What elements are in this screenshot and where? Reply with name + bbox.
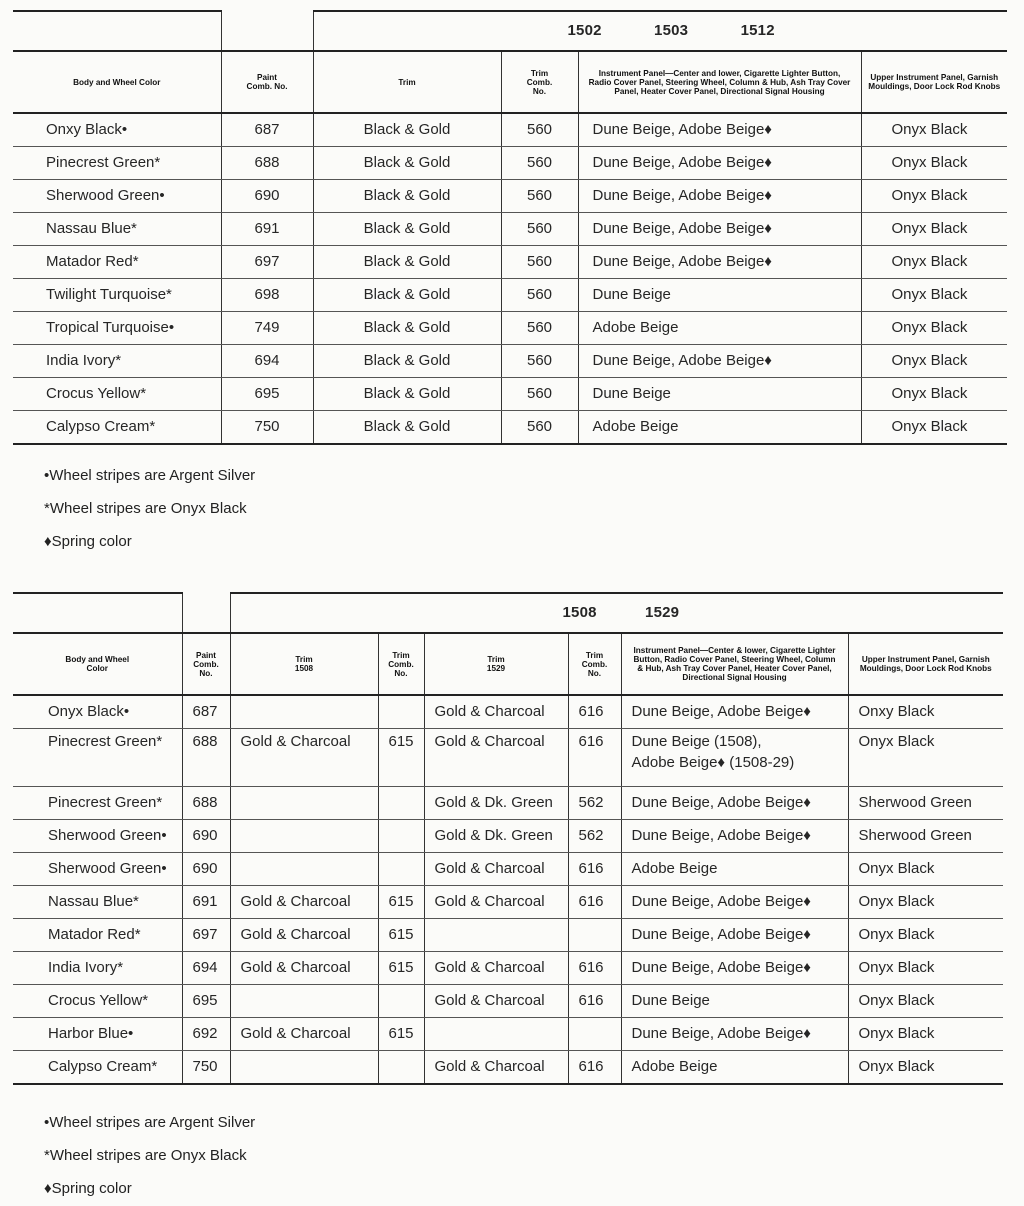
upper-panel-cell: Onyx Black [861, 113, 1007, 147]
upper-panel-cell: Onyx Black [848, 1018, 1003, 1051]
instrument-panel-line: Dune Beige, Adobe Beige♦ [631, 794, 811, 811]
footnote: *Wheel stripes are Onyx Black [44, 1147, 247, 1164]
header-instrument-panel: Instrument Panel—Center and lower, Cigarette Lighter Button, Radio Cover Panel, Steering Wheel, Column & Hub, Ash Tray Cover Panel, Heater Cover Panel, Directional Signal Housing [578, 51, 861, 113]
trim-1529-cell [424, 919, 568, 952]
instrument-panel-cell: Dune Beige, Adobe Beige♦ [578, 180, 861, 213]
header-body-color: Body and Wheel Color [13, 51, 221, 113]
header-trim: Trim [313, 51, 501, 113]
trim-comb-1508-cell [378, 787, 424, 820]
body-color-cell: Sherwood Green• [13, 820, 182, 853]
paint-comb-cell: 697 [221, 246, 313, 279]
upper-panel-cell: Onyx Black [861, 411, 1007, 445]
body-color-cell: Onxy Black• [13, 113, 221, 147]
instrument-panel-line: Dune Beige, Adobe Beige♦ [631, 827, 811, 844]
upper-panel-cell: Onyx Black [848, 729, 1003, 787]
body-color-cell: Matador Red* [13, 246, 221, 279]
header-paint-comb: Paint Comb. No. [221, 51, 313, 113]
trim-comb-1529-cell: 616 [568, 952, 621, 985]
paint-comb-cell: 687 [221, 113, 313, 147]
table-row [13, 378, 1007, 411]
header-upper-panel: Upper Instrument Panel, Garnish Mouldings, Door Lock Rod Knobs [861, 51, 1007, 113]
color-table-1508-1529 [13, 592, 1003, 1085]
trim-comb-cell: 560 [501, 113, 578, 147]
model-number: 1529 [645, 604, 680, 621]
table-row [13, 312, 1007, 345]
upper-panel-cell: Onyx Black [848, 853, 1003, 886]
footnote: •Wheel stripes are Argent Silver [44, 1114, 256, 1131]
instrument-panel-cell [621, 886, 848, 919]
paint-comb-cell: 688 [221, 147, 313, 180]
trim-comb-1508-cell [378, 820, 424, 853]
trim-1508-cell [230, 695, 378, 729]
body-color-cell: Twilight Turquoise* [13, 279, 221, 312]
body-color-cell: Calypso Cream* [13, 1051, 182, 1085]
footnote: ♦Spring color [44, 533, 132, 550]
instrument-panel-cell [621, 1018, 848, 1051]
instrument-panel-cell [621, 820, 848, 853]
trim-1529-cell: Gold & Charcoal [424, 853, 568, 886]
upper-panel-cell: Sherwood Green [848, 820, 1003, 853]
trim-comb-1508-cell [378, 695, 424, 729]
trim-1508-cell: Gold & Charcoal [230, 1018, 378, 1051]
instrument-panel-line: Adobe Beige♦ (1508-29) [631, 754, 795, 771]
instrument-panel-cell [621, 985, 848, 1018]
footnote: •Wheel stripes are Argent Silver [44, 467, 256, 484]
instrument-panel-line: Dune Beige, Adobe Beige♦ [631, 893, 811, 910]
trim-1508-cell [230, 820, 378, 853]
trim-1529-cell [424, 1018, 568, 1051]
table-row [13, 411, 1007, 445]
table-row [13, 213, 1007, 246]
trim-comb-1529-cell: 616 [568, 853, 621, 886]
trim-comb-cell: 560 [501, 180, 578, 213]
trim-1508-cell: Gold & Charcoal [230, 886, 378, 919]
trim-1529-cell: Gold & Charcoal [424, 1051, 568, 1085]
trim-comb-1529-cell: 616 [568, 886, 621, 919]
instrument-panel-cell: Dune Beige, Adobe Beige♦ [578, 213, 861, 246]
instrument-panel-cell: Dune Beige, Adobe Beige♦ [578, 147, 861, 180]
body-color-cell: Matador Red* [13, 919, 182, 952]
table-row [13, 246, 1007, 279]
trim-comb-1508-cell: 615 [378, 952, 424, 985]
instrument-panel-cell [621, 1051, 848, 1085]
body-color-cell: Calypso Cream* [13, 411, 221, 445]
trim-comb-1508-cell [378, 853, 424, 886]
upper-panel-cell: Sherwood Green [848, 787, 1003, 820]
trim-cell: Black & Gold [313, 246, 501, 279]
table2-footnotes [44, 1106, 255, 1205]
paint-comb-cell: 694 [221, 345, 313, 378]
footnote: ♦Spring color [44, 1180, 132, 1197]
body-color-cell: Sherwood Green• [13, 180, 221, 213]
table-row [13, 1051, 1003, 1085]
instrument-panel-line: Dune Beige, Adobe Beige♦ [631, 959, 811, 976]
body-color-cell: Pinecrest Green* [13, 147, 221, 180]
table-row [13, 113, 1007, 147]
body-color-cell: Pinecrest Green* [13, 729, 182, 787]
instrument-panel-cell: Adobe Beige [578, 312, 861, 345]
instrument-panel-line: Adobe Beige [631, 1058, 718, 1075]
upper-panel-cell: Onyx Black [861, 246, 1007, 279]
body-color-cell: Onyx Black• [13, 695, 182, 729]
trim-comb-1529-cell: 616 [568, 695, 621, 729]
instrument-panel-cell [621, 695, 848, 729]
header-upper-panel: Upper Instrument Panel, Garnish Mouldings, Door Lock Rod Knobs [848, 633, 1003, 695]
header-trim-1508: Trim 1508 [230, 633, 378, 695]
body-color-cell: Crocus Yellow* [13, 378, 221, 411]
body-color-cell: Sherwood Green• [13, 853, 182, 886]
paint-comb-cell: 750 [221, 411, 313, 445]
instrument-panel-line: Dune Beige [631, 992, 710, 1009]
trim-cell: Black & Gold [313, 312, 501, 345]
table-row [13, 279, 1007, 312]
table1-footnotes [44, 459, 255, 558]
trim-1508-cell [230, 853, 378, 886]
trim-cell: Black & Gold [313, 213, 501, 246]
paint-comb-cell: 688 [182, 787, 230, 820]
table-row [13, 820, 1003, 853]
table-row [13, 1018, 1003, 1051]
header-paint-comb: Paint Comb. No. [182, 633, 230, 695]
trim-comb-1529-cell: 562 [568, 787, 621, 820]
upper-panel-cell: Onyx Black [861, 147, 1007, 180]
upper-panel-cell: Onyx Black [861, 345, 1007, 378]
model-numbers [313, 11, 1007, 51]
body-color-cell: Pinecrest Green* [13, 787, 182, 820]
trim-1508-cell: Gold & Charcoal [230, 952, 378, 985]
trim-comb-1508-cell: 615 [378, 729, 424, 787]
trim-1529-cell: Gold & Charcoal [424, 695, 568, 729]
paint-comb-cell: 694 [182, 952, 230, 985]
trim-comb-cell: 560 [501, 345, 578, 378]
upper-panel-cell: Onyx Black [861, 180, 1007, 213]
trim-comb-1508-cell: 615 [378, 1018, 424, 1051]
trim-cell: Black & Gold [313, 378, 501, 411]
table-header-row [13, 633, 1003, 695]
table-row [13, 952, 1003, 985]
paint-comb-cell: 749 [221, 312, 313, 345]
table-row [13, 919, 1003, 952]
paint-comb-cell: 698 [221, 279, 313, 312]
paint-comb-cell: 691 [182, 886, 230, 919]
table-row [13, 695, 1003, 729]
instrument-panel-cell [621, 919, 848, 952]
trim-cell: Black & Gold [313, 345, 501, 378]
paint-comb-cell: 690 [182, 853, 230, 886]
trim-comb-cell: 560 [501, 411, 578, 445]
table-row [13, 985, 1003, 1018]
trim-comb-1529-cell: 562 [568, 820, 621, 853]
upper-panel-cell: Onyx Black [848, 985, 1003, 1018]
instrument-panel-cell: Adobe Beige [578, 411, 861, 445]
instrument-panel-line: Dune Beige, Adobe Beige♦ [631, 703, 811, 720]
paint-comb-cell: 750 [182, 1051, 230, 1085]
upper-panel-cell: Onyx Black [861, 279, 1007, 312]
trim-cell: Black & Gold [313, 180, 501, 213]
body-color-cell: Nassau Blue* [13, 213, 221, 246]
trim-comb-cell: 560 [501, 213, 578, 246]
body-color-cell: Nassau Blue* [13, 886, 182, 919]
model-number: 1508 [562, 604, 597, 621]
upper-panel-cell: Onyx Black [848, 886, 1003, 919]
instrument-panel-cell: Dune Beige, Adobe Beige♦ [578, 246, 861, 279]
upper-panel-cell: Onyx Black [861, 378, 1007, 411]
upper-panel-cell: Onyx Black [861, 312, 1007, 345]
model-numbers [230, 593, 1003, 633]
trim-cell: Black & Gold [313, 147, 501, 180]
trim-1529-cell: Gold & Charcoal [424, 886, 568, 919]
trim-1529-cell: Gold & Dk. Green [424, 820, 568, 853]
trim-1508-cell: Gold & Charcoal [230, 729, 378, 787]
trim-comb-1508-cell [378, 985, 424, 1018]
trim-comb-1508-cell [378, 1051, 424, 1085]
table-row [13, 853, 1003, 886]
trim-comb-cell: 560 [501, 312, 578, 345]
trim-1529-cell: Gold & Charcoal [424, 985, 568, 1018]
trim-1529-cell: Gold & Dk. Green [424, 787, 568, 820]
paint-comb-cell: 687 [182, 695, 230, 729]
paint-comb-cell: 697 [182, 919, 230, 952]
trim-comb-1529-cell [568, 1018, 621, 1051]
header-body-color: Body and Wheel Color [13, 633, 182, 695]
upper-panel-cell: Onxy Black [848, 695, 1003, 729]
body-color-cell: Harbor Blue• [13, 1018, 182, 1051]
body-color-cell: India Ivory* [13, 952, 182, 985]
trim-1529-cell: Gold & Charcoal [424, 729, 568, 787]
model-number: 1502 [567, 22, 602, 39]
instrument-panel-line: Dune Beige, Adobe Beige♦ [631, 926, 811, 943]
trim-comb-cell: 560 [501, 279, 578, 312]
header-trim-1529: Trim 1529 [424, 633, 568, 695]
trim-comb-1508-cell: 615 [378, 886, 424, 919]
paint-comb-cell: 688 [182, 729, 230, 787]
trim-1508-cell: Gold & Charcoal [230, 919, 378, 952]
upper-panel-cell: Onyx Black [848, 952, 1003, 985]
instrument-panel-cell [621, 952, 848, 985]
paint-comb-cell: 691 [221, 213, 313, 246]
paint-comb-cell: 690 [182, 820, 230, 853]
trim-comb-cell: 560 [501, 147, 578, 180]
instrument-panel-cell: Dune Beige [578, 378, 861, 411]
trim-comb-1508-cell: 615 [378, 919, 424, 952]
instrument-panel-line: Dune Beige (1508), [631, 733, 762, 750]
model-number: 1512 [740, 22, 775, 39]
trim-1508-cell [230, 985, 378, 1018]
paint-comb-cell: 695 [182, 985, 230, 1018]
table-row [13, 886, 1003, 919]
upper-panel-cell: Onyx Black [848, 1051, 1003, 1085]
trim-cell: Black & Gold [313, 411, 501, 445]
body-color-cell: Tropical Turquoise• [13, 312, 221, 345]
footnote: *Wheel stripes are Onyx Black [44, 500, 247, 517]
table-row [13, 180, 1007, 213]
trim-comb-cell: 560 [501, 246, 578, 279]
table-header-row [13, 51, 1007, 113]
instrument-panel-cell [621, 729, 848, 787]
header-trim-comb-1508: Trim Comb. No. [378, 633, 424, 695]
table-row [13, 147, 1007, 180]
color-table-1502-1503-1512 [13, 10, 1007, 445]
header-instrument-panel: Instrument Panel—Center & lower, Cigarette Lighter Button, Radio Cover Panel, Steering Wheel, Column & Hub, Ash Tray Cover Panel, Heater Cover Panel, Directional Signal Housing [621, 633, 848, 695]
table-row [13, 729, 1003, 787]
trim-comb-1529-cell [568, 919, 621, 952]
table-row [13, 787, 1003, 820]
trim-1508-cell [230, 787, 378, 820]
trim-cell: Black & Gold [313, 113, 501, 147]
model-number: 1503 [654, 22, 689, 39]
upper-panel-cell: Onyx Black [848, 919, 1003, 952]
trim-cell: Black & Gold [313, 279, 501, 312]
trim-comb-1529-cell: 616 [568, 729, 621, 787]
instrument-panel-cell: Dune Beige, Adobe Beige♦ [578, 113, 861, 147]
instrument-panel-line: Adobe Beige [631, 860, 718, 877]
paint-comb-cell: 690 [221, 180, 313, 213]
trim-1508-cell [230, 1051, 378, 1085]
table-row [13, 345, 1007, 378]
trim-comb-1529-cell: 616 [568, 985, 621, 1018]
instrument-panel-cell: Dune Beige, Adobe Beige♦ [578, 345, 861, 378]
paint-comb-cell: 695 [221, 378, 313, 411]
instrument-panel-cell: Dune Beige [578, 279, 861, 312]
trim-comb-1529-cell: 616 [568, 1051, 621, 1085]
trim-1529-cell: Gold & Charcoal [424, 952, 568, 985]
upper-panel-cell: Onyx Black [861, 213, 1007, 246]
body-color-cell: Crocus Yellow* [13, 985, 182, 1018]
header-trim-comb-1529: Trim Comb. No. [568, 633, 621, 695]
trim-comb-cell: 560 [501, 378, 578, 411]
instrument-panel-cell [621, 787, 848, 820]
instrument-panel-cell [621, 853, 848, 886]
body-color-cell: India Ivory* [13, 345, 221, 378]
header-trim-comb: Trim Comb. No. [501, 51, 578, 113]
paint-comb-cell: 692 [182, 1018, 230, 1051]
instrument-panel-line: Dune Beige, Adobe Beige♦ [631, 1025, 811, 1042]
